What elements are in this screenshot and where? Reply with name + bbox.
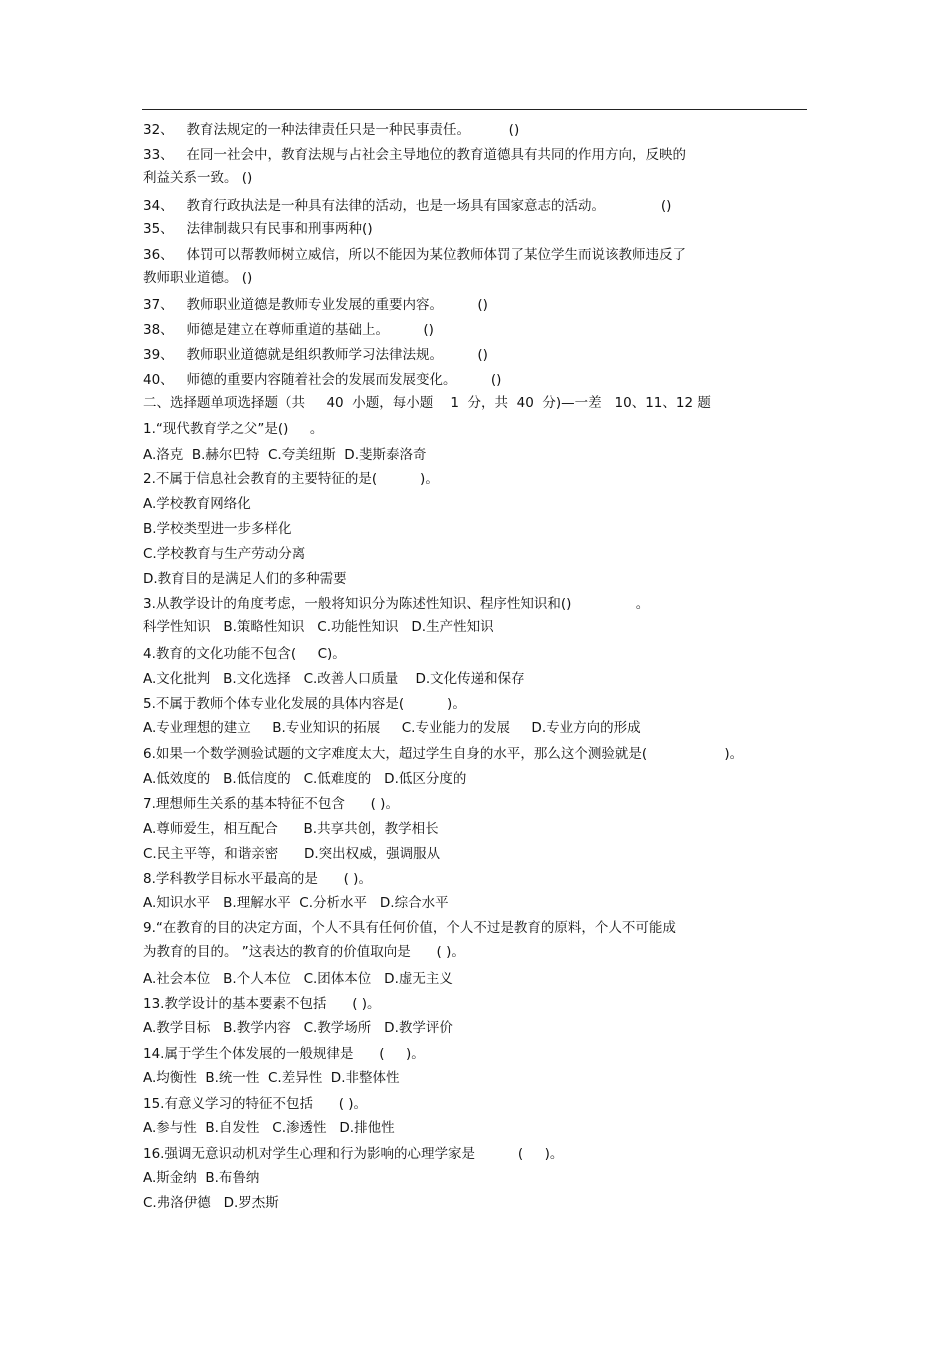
mc-question-6: 6.如果一个数学测验试题的文字难度太大，超过学生自身的水平，那么这个测验就是( )。 (143, 746, 744, 762)
mc-options-5: A.专业理想的建立 B.专业知识的拓展 C.专业能力的发展 D.专业方向的形成 (143, 720, 641, 736)
mc-options-15: A.参与性 B.自发性 C.渗透性 D.排他性 (143, 1120, 395, 1136)
mc-question-1: 1.“现代教育学之父”是() 。 (143, 421, 324, 437)
mc-option-2a: A.学校教育网络化 (143, 496, 251, 512)
mc-question-9-line-1: 9.“在教育的目的决定方面，个人不具有任何价值，个人不过是教育的原料，个人不可能成 (143, 920, 676, 936)
mc-option-2b: B.学校类型进一步多样化 (143, 521, 292, 537)
mc-options-16ab: A.斯金纳 B.布鲁纳 (143, 1170, 260, 1186)
question-33-line-1: 33、 在同一社会中，教育法规与占社会主导地位的教育道德具有共同的作用方向，反映的 (143, 147, 687, 163)
mc-options-3: 科学性知识 B.策略性知识 C.功能性知识 D.生产性知识 (143, 619, 494, 635)
mc-options-13: A.教学目标 B.教学内容 C.教学场所 D.教学评价 (143, 1020, 453, 1036)
question-33-line-2: 利益关系一致。 () (143, 170, 253, 186)
question-36-line-2: 教师职业道德。 () (143, 270, 253, 286)
mc-question-13: 13.教学设计的基本要素不包括 ( )。 (143, 996, 381, 1012)
question-36-line-1: 36、 体罚可以帮教师树立威信，所以不能因为某位教师体罚了某位学生而说该教师违反了 (143, 247, 687, 263)
mc-question-5: 5.不属于教师个体专业化发展的具体内容是( )。 (143, 696, 466, 712)
question-32: 32、 教育法规定的一种法律责任只是一种民事责任。 () (143, 122, 520, 138)
mc-question-2: 2.不属于信息社会教育的主要特征的是( )。 (143, 471, 439, 487)
question-40: 40、 师德的重要内容随着社会的发展而发展变化。 () (143, 372, 502, 388)
mc-options-4: A.文化批判 B.文化选择 C.改善人口质量 D.文化传递和保存 (143, 671, 525, 687)
mc-options-7cd: C.民主平等，和谐亲密 D.突出权威，强调服从 (143, 846, 441, 862)
question-39: 39、 教师职业道德就是组织教师学习法律法规。 () (143, 347, 488, 363)
mc-question-16: 16.强调无意识动机对学生心理和行为影响的心理学家是 ( )。 (143, 1146, 564, 1162)
mc-question-3: 3.从教学设计的角度考虑，一般将知识分为陈述性知识、程序性知识和() 。 (143, 596, 650, 612)
question-34: 34、 教育行政执法是一种具有法律的活动，也是一场具有国家意志的活动。 () (143, 198, 672, 214)
mc-question-9-line-2: 为教育的目的。 ”这表达的教育的价值取向是 ( )。 (143, 944, 465, 960)
mc-option-2d: D.教育目的是满足人们的多种需要 (143, 571, 347, 587)
top-rule (142, 109, 807, 110)
question-35: 35、 法律制裁只有民事和刑事两种() (143, 221, 373, 237)
question-37: 37、 教师职业道德是教师专业发展的重要内容。 () (143, 297, 488, 313)
mc-question-14: 14.属于学生个体发展的一般规律是 ( )。 (143, 1046, 425, 1062)
mc-options-1: A.洛克 B.赫尔巴特 C.夸美纽斯 D.斐斯泰洛奇 (143, 447, 427, 463)
mc-options-7ab: A.尊师爱生，相互配合 B.共享共创，教学相长 (143, 821, 439, 837)
mc-question-15: 15.有意义学习的特征不包括 ( )。 (143, 1096, 368, 1112)
section-heading: 二、选择题单项选择题（共 40 小题，每小题 1 分，共 40 分)—一差 10、11、12 题 (143, 395, 711, 411)
mc-question-8: 8.学科教学目标水平最高的是 ( )。 (143, 871, 372, 887)
mc-option-2c: C.学校教育与生产劳动分离 (143, 546, 306, 562)
mc-options-8: A.知识水平 B.理解水平 C.分析水平 D.综合水平 (143, 895, 449, 911)
mc-options-16cd: C.弗洛伊德 D.罗杰斯 (143, 1195, 279, 1211)
mc-question-7: 7.理想师生关系的基本特征不包含 ( )。 (143, 796, 399, 812)
mc-options-9: A.社会本位 B.个人本位 C.团体本位 D.虚无主义 (143, 971, 453, 987)
mc-options-6: A.低效度的 B.低信度的 C.低难度的 D.低区分度的 (143, 771, 467, 787)
mc-question-4: 4.教育的文化功能不包含( C)。 (143, 646, 346, 662)
mc-options-14: A.均衡性 B.统一性 C.差异性 D.非整体性 (143, 1070, 400, 1086)
question-38: 38、 师德是建立在尊师重道的基础上。 () (143, 322, 434, 338)
